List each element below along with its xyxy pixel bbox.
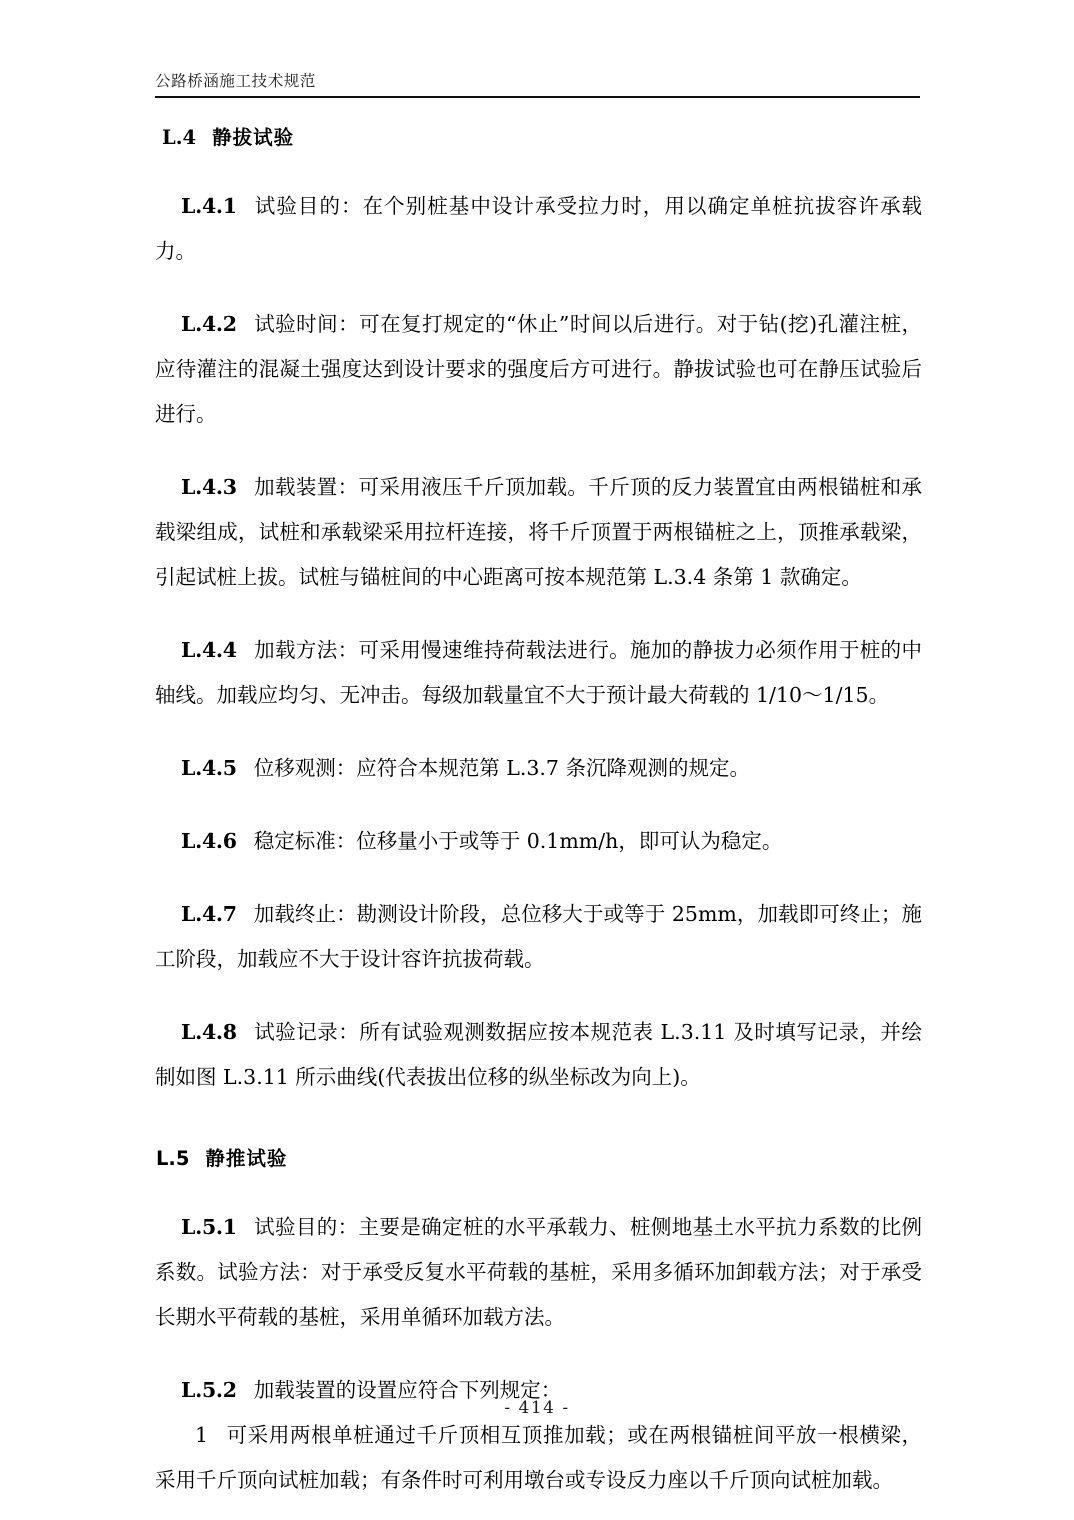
running-header — [155, 72, 920, 106]
running-header-title: 公路桥涵施工技术规范 — [155, 72, 317, 90]
subitem-text: 可采用两根单桩通过千斤顶相互顶推加载；或在两根锚桩间平放一根横梁，采用千斤顶向试桩加载；有条件时可利用墩台或专设反力座以千斤顶向试桩加载。 — [155, 1422, 922, 1492]
subitem-l5-2-1 — [155, 1413, 922, 1503]
section-heading-l5 — [156, 1146, 922, 1171]
section-title-l4: 静拔试验 — [212, 126, 295, 149]
clause-text: 试验时间：可在复打规定的“休止”时间以后进行。对于钻(挖)孔灌注桩，应待灌注的混凝土强度达到设计要求的强度后方可进行。静拔试验也可在静压试验后进行。 — [155, 312, 922, 427]
clause-text: 试验记录：所有试验观测数据应按本规范表 L.3.11 及时填写记录，并绘制如图 L.3.11 所示曲线(代表拔出位移的纵坐标改为向上)。 — [155, 1020, 922, 1090]
clause-l4-2 — [155, 302, 922, 437]
subitem-number: 1 — [195, 1422, 209, 1447]
clause-number: L.5.1 — [181, 1214, 237, 1239]
clause-number: L.5.2 — [181, 1377, 237, 1402]
section-number-l4: L.4 — [162, 126, 197, 149]
clause-number: L.4.2 — [181, 312, 237, 337]
spacer — [155, 864, 922, 892]
clause-text: 位移观测：应符合本规范第 L.3.7 条沉降观测的规定。 — [253, 756, 750, 781]
clause-l4-4 — [155, 628, 922, 718]
clause-number: L.4.6 — [181, 829, 237, 854]
spacer — [155, 791, 922, 819]
clause-text: 加载终止：勘测设计阶段，总位移大于或等于 25mm，加载即可终止；施工阶段，加载应不大于设计容许抗拔荷载。 — [155, 902, 922, 972]
clause-l4-1 — [155, 184, 922, 274]
clause-l4-8 — [155, 1010, 922, 1100]
clause-number: L.4.4 — [181, 638, 237, 663]
clause-number: L.4.7 — [181, 902, 237, 927]
spacer — [155, 600, 922, 628]
clause-text: 稳定标准：位移量小于或等于 0.1mm/h，即可认为稳定。 — [253, 829, 783, 854]
spacer — [155, 274, 922, 302]
clause-l4-3 — [155, 465, 922, 600]
page-footer — [0, 1398, 1074, 1418]
clause-text: 试验目的：在个别桩基中设计承受拉力时，用以确定单桩抗拔容许承载力。 — [155, 194, 922, 264]
spacer — [155, 1340, 922, 1368]
clause-text: 加载装置：可采用液压千斤顶加载。千斤顶的反力装置宜由两根锚桩和承载梁组成，试桩和承载梁采用拉杆连接，将千斤顶置于两根锚桩之上，顶推承载梁，引起试桩上拔。试桩与锚桩间的中心距离可按本规范第 L.3.4 条第 1 款确定。 — [155, 475, 922, 590]
header-rule-divider — [155, 96, 920, 98]
clause-number: L.4.3 — [181, 475, 237, 500]
section-title-l5: 静推试验 — [205, 1147, 288, 1171]
spacer — [155, 1100, 922, 1146]
page-number: - 414 - — [504, 1398, 570, 1418]
spacer — [155, 1172, 922, 1205]
clause-text: 试验目的：主要是确定桩的水平承载力、桩侧地基土水平抗力系数的比例系数。试验方法：对于承受反复水平荷载的基桩，采用多循环加卸载方法；对于承受长期水平荷载的基桩，采用单循环加载方法。 — [155, 1214, 922, 1329]
clause-l4-5 — [155, 746, 922, 791]
spacer — [155, 150, 922, 184]
clause-number: L.4.8 — [181, 1020, 237, 1045]
clause-l4-7 — [155, 892, 922, 982]
clause-l5-1 — [155, 1205, 922, 1340]
section-heading-l4 — [162, 125, 922, 150]
page-content — [155, 125, 922, 1503]
section-number-l5: L.5 — [156, 1147, 190, 1171]
spacer — [155, 982, 922, 1010]
clause-number: L.4.5 — [181, 756, 237, 781]
clause-l4-6 — [155, 819, 922, 864]
spacer — [155, 718, 922, 746]
clause-number: L.4.1 — [181, 194, 237, 219]
clause-text: 加载方法：可采用慢速维持荷载法进行。施加的静拔力必须作用于桩的中轴线。加载应均匀、无冲击。每级加载量宜不大于预计最大荷载的 1/10～1/15。 — [155, 638, 922, 708]
spacer — [155, 437, 922, 465]
clause-text: 加载装置的设置应符合下列规定： — [253, 1377, 562, 1402]
